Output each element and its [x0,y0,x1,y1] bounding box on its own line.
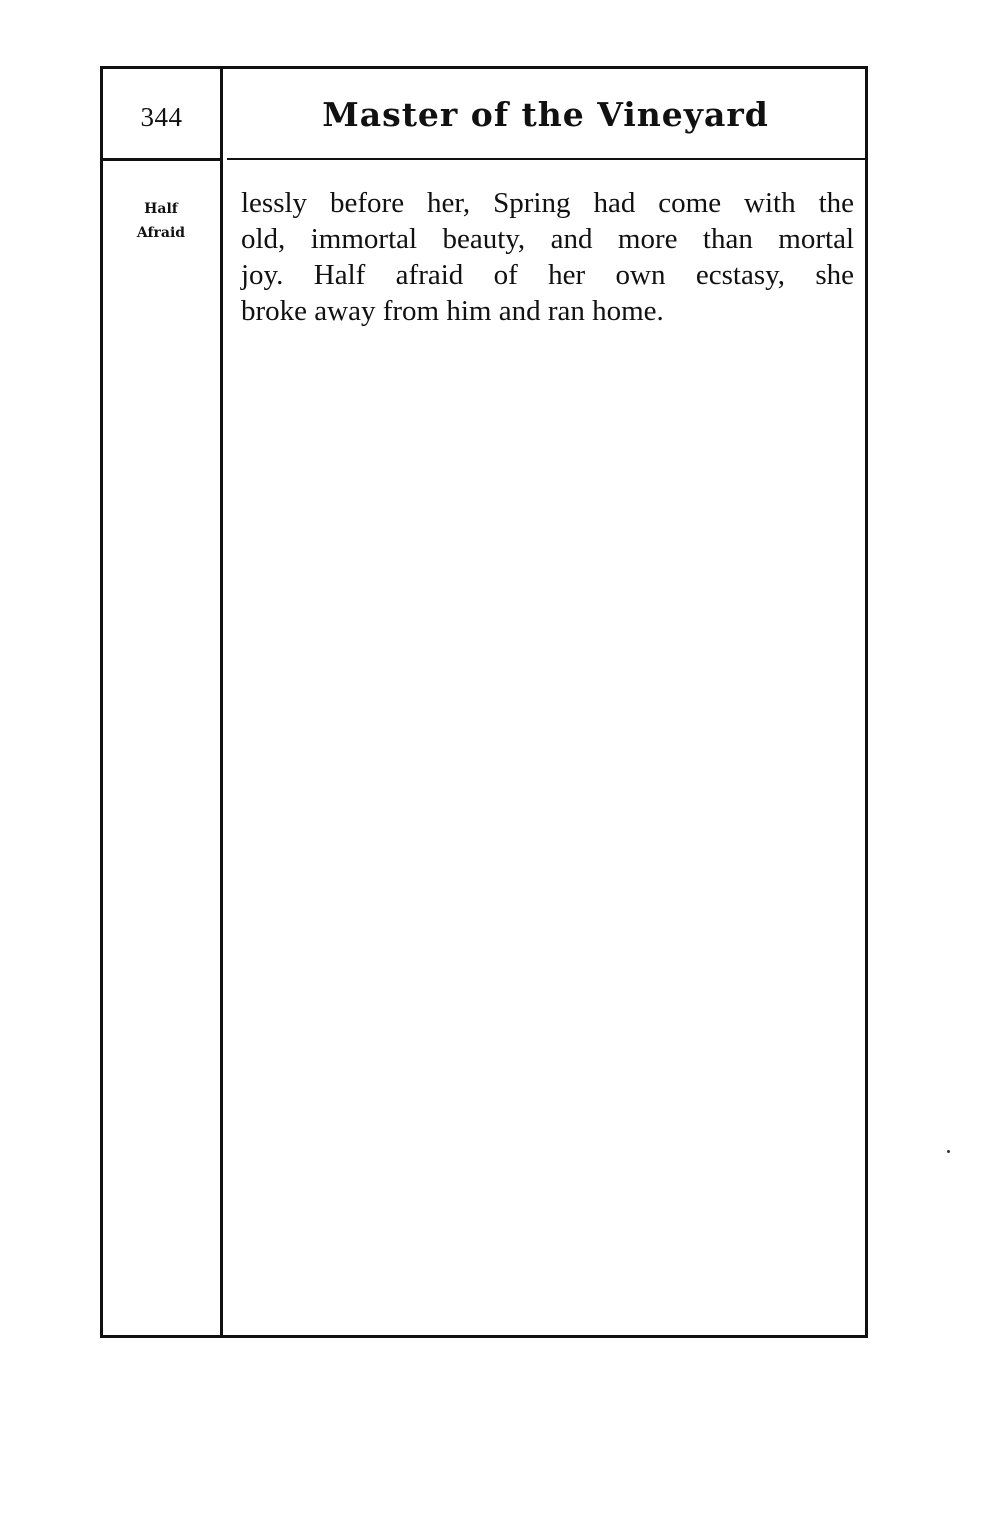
header-rule-right [227,158,868,160]
margin-note-line-1: Half [144,201,178,217]
header-rule-left [103,158,223,161]
margin-rule [220,69,223,1335]
body-line-4: broke away from him and ran home. [241,295,664,327]
scan-speck [947,1150,950,1153]
margin-note [111,197,211,245]
body-line-1: lessly before her, Spring had come with the [241,187,854,219]
body-line-2: old, immortal beauty, and more than mortal [241,223,854,255]
running-title: Master of the Vineyard [322,95,769,134]
margin-note-line-2: Afraid [136,225,186,241]
body-paragraph [241,185,854,329]
page-frame [100,66,868,1338]
body-line-3: joy. Half afraid of her own ecstasy, she [241,259,854,291]
page-number: 344 [140,102,183,132]
